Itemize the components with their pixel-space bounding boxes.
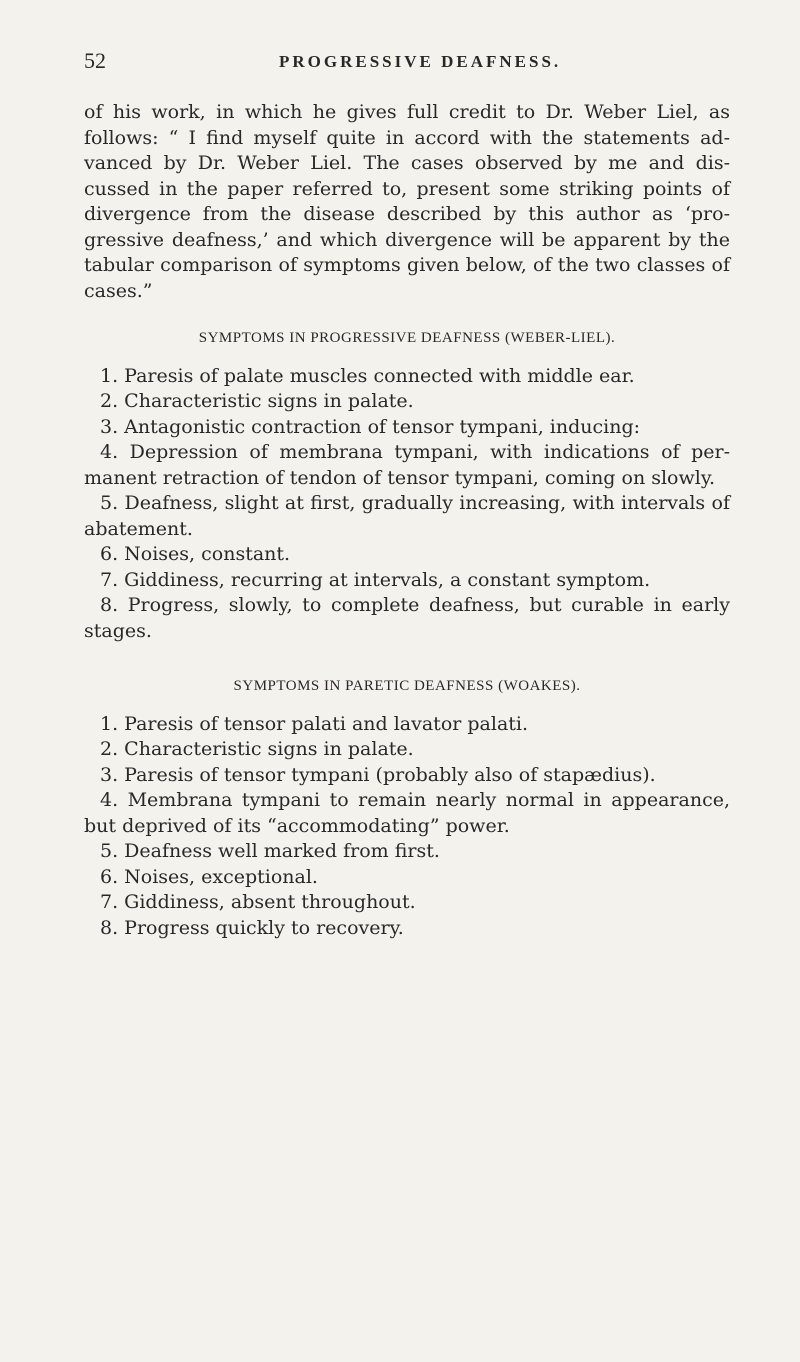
running-title: PROGRESSIVE DEAFNESS.	[279, 52, 562, 71]
symptom-list-woakes	[84, 712, 730, 942]
list-item: 7. Giddiness, recurring at intervals, a constant symptom.	[100, 568, 651, 591]
section-heading-weber-liel: SYMPTOMS IN PROGRESSIVE DEAFNESS (WEBER-LIEL).	[198, 330, 616, 346]
list-item: 8. Progress quickly to recovery.	[100, 916, 404, 939]
list-item: 5. Deafness well marked from first.	[100, 840, 440, 862]
list-item: 5. Deafness, slight at first, gradually increasing, with intervals of abatement.	[84, 492, 730, 540]
list-item: 6. Noises, constant.	[100, 543, 291, 565]
section-heading-woakes: SYMPTOMS IN PARETIC DEAFNESS (WOAKES).	[233, 678, 581, 694]
list-item: 3. Antagonistic contraction of tensor tympani, inducing:	[100, 415, 641, 438]
list-item: 8. Progress, slowly, to complete deafness, but curable in early stages.	[84, 594, 730, 642]
list-item: 4. Membrana tympani to remain nearly normal in appearance, but deprived of its “accommodating” power.	[84, 789, 730, 837]
page-number: 52	[84, 48, 106, 73]
list-item: 2. Characteristic signs in palate.	[100, 390, 414, 412]
intro-paragraph: of his work, in which he gives full credit to Dr. Weber Liel, as follows: “ I find myself quite in accord with the statements ad-vanced by Dr. Weber Liel. The cases observed by me and dis-cussed in the paper referred to, present some striking points of divergence from the disease described by this author as ‘pro-gressive deafness,’ and which divergence will be apparent by the tabular comparison of symptoms given below, of the two classes of cases.”	[84, 101, 730, 302]
body-text	[84, 100, 730, 941]
list-item: 7. Giddiness, absent throughout.	[100, 891, 416, 913]
running-head	[84, 48, 734, 78]
list-item: 2. Characteristic signs in palate.	[100, 738, 414, 760]
list-item: 3. Paresis of tensor tympani (probably also of stapædius).	[100, 763, 656, 786]
list-item: 1. Paresis of palate muscles connected with middle ear.	[100, 364, 635, 387]
list-item: 1. Paresis of tensor palati and lavator palati.	[100, 712, 529, 735]
symptom-list-weber-liel	[84, 364, 730, 645]
list-item: 4. Depression of membrana tympani, with indications of per-manent retraction of tendon of tensor tympani, coming on slowly.	[84, 441, 730, 489]
list-item: 6. Noises, exceptional.	[100, 865, 318, 888]
